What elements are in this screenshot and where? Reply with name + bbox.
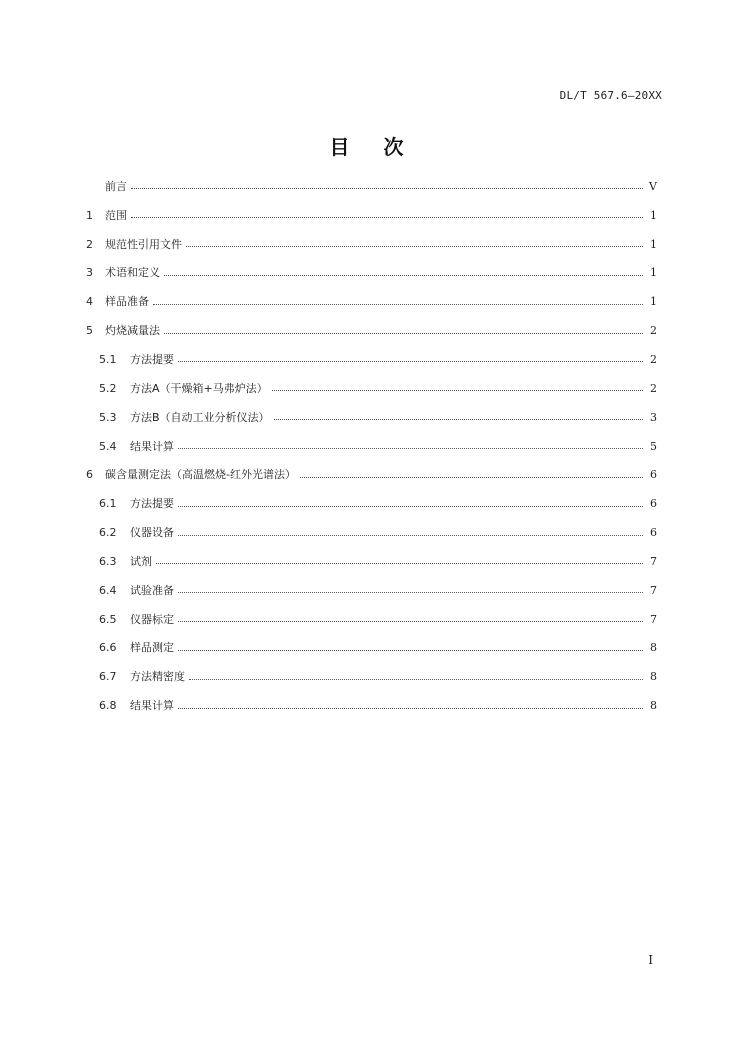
- toc-entry[interactable]: [86, 201, 657, 230]
- toc-entry-number: 6.7: [99, 670, 117, 684]
- dot-leader: [178, 524, 643, 536]
- toc-entry-label: 试验准备: [130, 583, 174, 597]
- toc-entry[interactable]: [86, 432, 657, 461]
- dot-leader: [300, 466, 643, 478]
- toc-entry-page: 8: [650, 699, 657, 713]
- toc-entry-number: 6.2: [99, 526, 117, 540]
- toc-entry-number: 5.3: [99, 410, 117, 424]
- dot-leader: [164, 322, 643, 334]
- toc-entry-page: V: [649, 179, 657, 193]
- toc-entry-label: 术语和定义: [105, 266, 160, 280]
- toc-entry-page: 5: [650, 439, 657, 453]
- toc-entry[interactable]: [86, 287, 657, 316]
- toc-entry[interactable]: [86, 547, 657, 576]
- toc-entry[interactable]: [86, 460, 657, 489]
- dot-leader: [186, 235, 643, 247]
- toc-entry-page: 3: [650, 410, 657, 424]
- toc-title: 目次: [329, 135, 438, 159]
- toc-entry-number: 5.2: [99, 381, 117, 395]
- toc-entry-number: 1: [86, 208, 93, 222]
- dot-leader: [272, 379, 643, 391]
- toc-entry[interactable]: [86, 172, 657, 201]
- toc-entry-page: 8: [650, 670, 657, 684]
- toc-entry-label: 碳含量测定法（高温燃烧-红外光谱法）: [105, 468, 296, 482]
- toc-entry-page: 7: [650, 612, 657, 626]
- toc-entry-label: 范围: [105, 208, 127, 222]
- toc-entry-label: 仪器设备: [130, 526, 174, 540]
- toc-entry[interactable]: [86, 374, 657, 403]
- toc-entry[interactable]: [86, 634, 657, 663]
- toc-entry-page: 6: [650, 526, 657, 540]
- toc-entry-page: 6: [650, 468, 657, 482]
- toc-entry[interactable]: [86, 662, 657, 691]
- toc-entry-page: 1: [650, 208, 657, 222]
- dot-leader: [156, 552, 643, 564]
- dot-leader: [178, 437, 643, 449]
- page-number: I: [648, 953, 653, 967]
- dot-leader: [131, 177, 643, 189]
- toc-entry-number: 6: [86, 468, 93, 482]
- toc-entry-page: 2: [650, 352, 657, 366]
- dot-leader: [178, 697, 643, 709]
- toc-entry-number: 6.6: [99, 641, 117, 655]
- toc-entry-label: 方法B（自动工业分析仪法）: [130, 410, 270, 424]
- toc-entry[interactable]: [86, 403, 657, 432]
- toc-entry[interactable]: [86, 230, 657, 259]
- dot-leader: [178, 350, 643, 362]
- toc-entry-label: 规范性引用文件: [105, 237, 182, 251]
- dot-leader: [153, 293, 643, 305]
- toc-entry-label: 仪器标定: [130, 612, 174, 626]
- toc-entry-label: 灼烧减量法: [105, 324, 160, 338]
- toc-entry-label: 样品测定: [130, 641, 174, 655]
- toc-entry-label: 方法A（干燥箱+马弗炉法）: [130, 381, 268, 395]
- dot-leader: [274, 408, 643, 420]
- toc-entry-label: 方法提要: [130, 352, 174, 366]
- toc-entry-page: 6: [650, 497, 657, 511]
- toc-entry-page: 7: [650, 554, 657, 568]
- toc-entry-label: 方法提要: [130, 497, 174, 511]
- dot-leader: [189, 668, 643, 680]
- toc-entry-label: 样品准备: [105, 295, 149, 309]
- toc-entry-page: 8: [650, 641, 657, 655]
- toc-entry-label: 结果计算: [130, 439, 174, 453]
- toc-entry-page: 1: [650, 237, 657, 251]
- toc-entry-number: 5.1: [99, 352, 117, 366]
- toc-entry-page: 1: [650, 266, 657, 280]
- toc-entry-label: 前言: [105, 179, 127, 193]
- dot-leader: [178, 639, 643, 651]
- toc-entry-number: 6.4: [99, 583, 117, 597]
- toc-entry-number: 4: [86, 295, 93, 309]
- toc-entry-number: 6.1: [99, 497, 117, 511]
- toc-entry[interactable]: [86, 259, 657, 288]
- dot-leader: [131, 206, 643, 218]
- dot-leader: [178, 495, 643, 507]
- toc-entry[interactable]: [86, 518, 657, 547]
- toc-entry[interactable]: [86, 691, 657, 720]
- dot-leader: [178, 581, 643, 593]
- toc-entry-number: 6.8: [99, 699, 117, 713]
- toc-entry-label: 方法精密度: [130, 670, 185, 684]
- toc-entry[interactable]: [86, 489, 657, 518]
- toc-entry-number: 5: [86, 324, 93, 338]
- dot-leader: [164, 264, 643, 276]
- toc-entry-number: 5.4: [99, 439, 117, 453]
- toc-entry-label: 结果计算: [130, 699, 174, 713]
- standard-code: DL/T 567.6—20XX: [559, 89, 662, 102]
- toc-entry[interactable]: [86, 345, 657, 374]
- toc-entry[interactable]: [86, 605, 657, 634]
- toc-entry-page: 1: [650, 295, 657, 309]
- dot-leader: [178, 610, 643, 622]
- toc-entry-label: 试剂: [130, 554, 152, 568]
- toc-entry[interactable]: [86, 576, 657, 605]
- toc-entry[interactable]: [86, 316, 657, 345]
- toc-entry-number: 2: [86, 237, 93, 251]
- toc-entry-page: 2: [650, 381, 657, 395]
- toc-entry-page: 7: [650, 583, 657, 597]
- toc-entry-number: 3: [86, 266, 93, 280]
- table-of-contents: [86, 172, 657, 720]
- toc-entry-number: 6.5: [99, 612, 117, 626]
- toc-entry-number: 6.3: [99, 554, 117, 568]
- toc-entry-page: 2: [650, 324, 657, 338]
